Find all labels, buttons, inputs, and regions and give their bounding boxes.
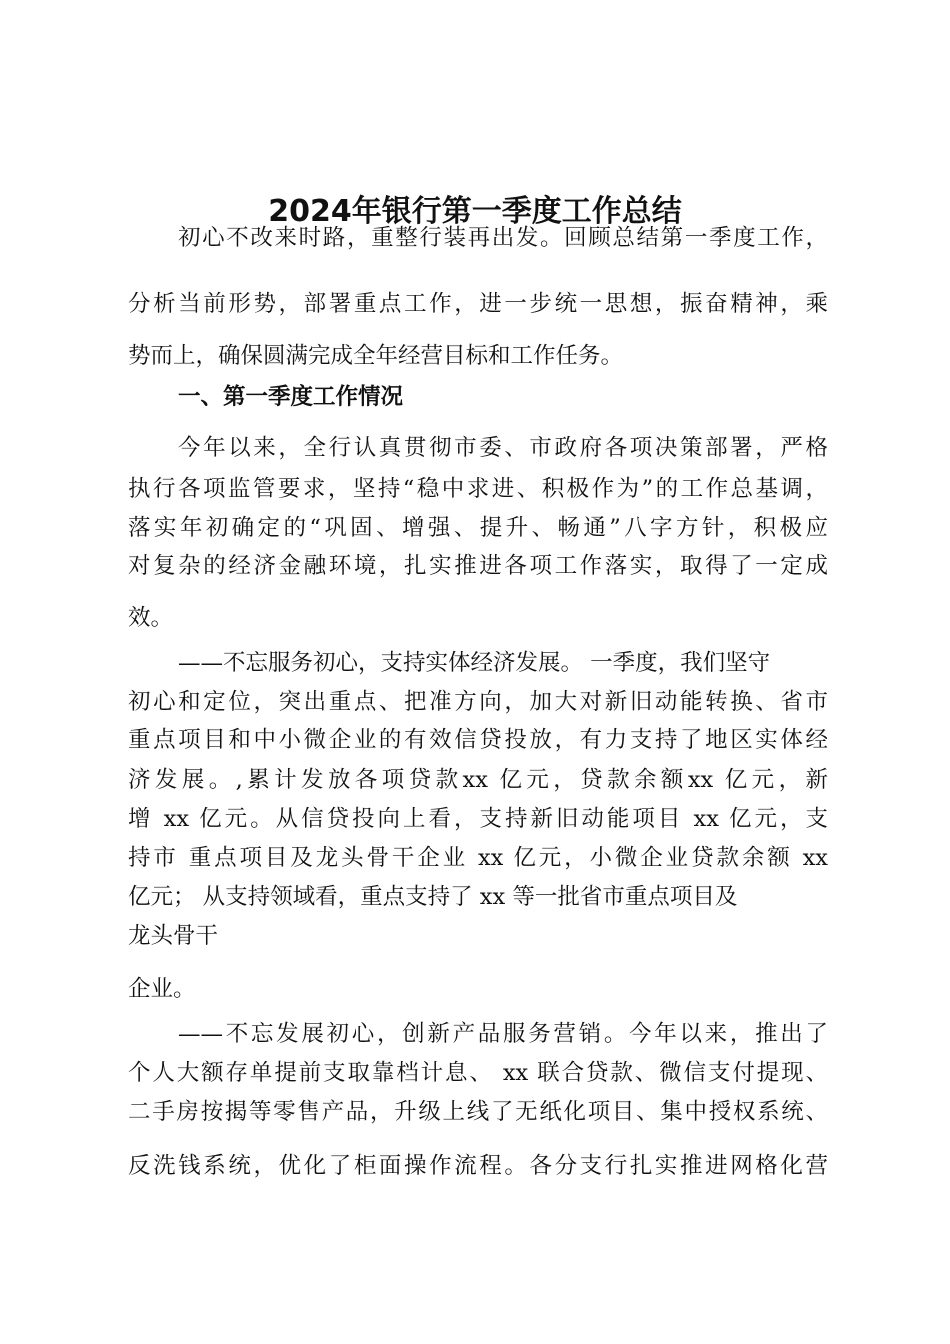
para1-line-5: 效。: [128, 605, 174, 631]
para1-line-2: 执行各项监管要求，坚持“稳中求进、积极作为”的工作总基调，: [128, 476, 828, 502]
para1-line-1: 今年以来，全行认真贯彻市委、市政府各项决策部署，严格: [178, 435, 828, 461]
para2-line-9: 企业。: [128, 976, 196, 1002]
para2-line-6: 持市 重点项目及龙头骨干企业 xx 亿元，小微企业贷款余额 xx: [128, 845, 828, 871]
para1-line-3: 落实年初确定的“巩固、增强、提升、畅通”八字方针，积极应: [128, 515, 828, 541]
para3-line-4: 反洗钱系统，优化了柜面操作流程。各分支行扎实推进网格化营: [128, 1153, 828, 1179]
para3-line-2: 个人大额存单提前支取靠档计息、 xx 联合贷款、微信支付提现、: [128, 1060, 828, 1086]
para2-line-8: 龙头骨干: [128, 923, 219, 949]
para2-line-5: 增 xx 亿元。从信贷投向上看，支持新旧动能项目 xx 亿元，支: [128, 806, 828, 832]
para3-line-3: 二手房按揭等零售产品，升级上线了无纸化项目、集中授权系统、: [128, 1099, 828, 1125]
intro-line-1: 初心不改来时路，重整行装再出发。回顾总结第一季度工作，: [178, 225, 828, 251]
para2-line-1: ——不忘服务初心，支持实体经济发展。 一季度，我们坚守: [178, 650, 771, 676]
document-title: 2024年银行第一季度工作总结: [268, 194, 682, 229]
para2-line-4: 济发展。,累计发放各项贷款xx 亿元，贷款余额xx 亿元，新: [128, 767, 828, 793]
section-heading: 一、第一季度工作情况: [178, 384, 404, 410]
para2-line-2: 初心和定位，突出重点、把准方向，加大对新旧动能转换、省市: [128, 689, 828, 715]
intro-line-2: 分析当前形势，部署重点工作，进一步统一思想，振奋精神，乘: [128, 291, 828, 317]
para3-line-1: ——不忘发展初心，创新产品服务营销。今年以来，推出了: [178, 1021, 828, 1047]
intro-line-3: 势而上，确保圆满完成全年经营目标和工作任务。: [128, 343, 624, 369]
para2-line-7: 亿元； 从支持领域看，重点支持了 xx 等一批省市重点项目及: [128, 884, 738, 910]
para2-line-3: 重点项目和中小微企业的有效信贷投放，有力支持了地区实体经: [128, 727, 828, 753]
para1-line-4: 对复杂的经济金融环境，扎实推进各项工作落实，取得了一定成: [128, 553, 828, 579]
